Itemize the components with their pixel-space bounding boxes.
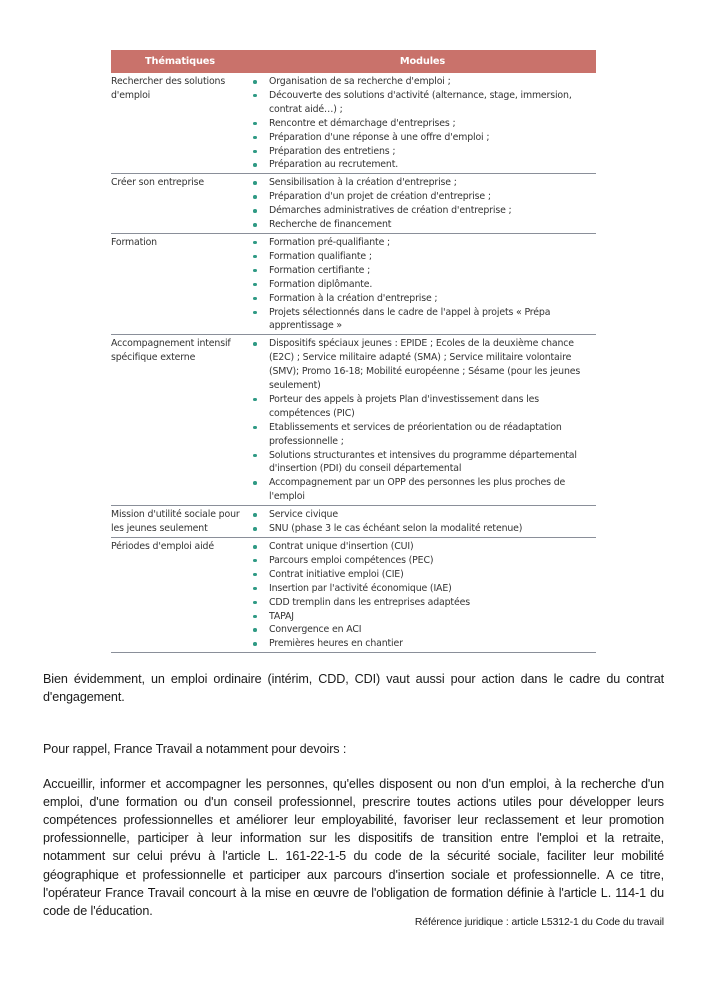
- table-row: [111, 335, 596, 506]
- theme-cell: Rechercher des solutions d'emploi: [111, 73, 249, 174]
- table-row: [111, 538, 596, 653]
- bullet-icon: [253, 545, 257, 549]
- module-text: Découverte des solutions d'activité (alternance, stage, immersion, contrat aidé…) ;: [269, 89, 572, 115]
- bullet-icon: [253, 223, 257, 227]
- table-header-row: [111, 50, 596, 73]
- bullet-icon: [253, 601, 257, 605]
- module-text: Solutions structurantes et intensives du programme départemental d'insertion (PDI) du conseil départemental: [269, 449, 577, 475]
- module-item: [249, 292, 596, 306]
- module-text: Etablissements et services de préorientation ou de réadaptation professionnelle ;: [269, 421, 562, 447]
- module-text: Formation à la création d'entreprise ;: [269, 292, 438, 304]
- modules-cell: [249, 73, 596, 174]
- module-item: [249, 204, 596, 218]
- bullet-icon: [253, 559, 257, 563]
- module-text: Premières heures en chantier: [269, 638, 403, 650]
- module-text: Recherche de financement: [269, 219, 392, 231]
- bullet-icon: [253, 255, 257, 259]
- bullet-icon: [253, 513, 257, 517]
- modules-list: [249, 337, 596, 504]
- module-item: [249, 449, 596, 477]
- paragraph-devoirs: Accueillir, informer et accompagner les personnes, qu'elles disposent ou non d'un emploi, à la recherche d'un emploi, d'une formation ou d'un conseil professionnel, prescrire toutes actions utiles pour développer leurs compétences professionnelles et améliorer leur employabilité, favoriser leur reclassement et leur promotion professionnelle, participer à leur information sur les dispositifs de transition entre l'emploi et la retraite, notamment sur celui prévu à l'article L. 161-22-1-5 du code de la sécurité sociale, faciliter leur mobilité géographique et professionnelle et participer aux parcours d'insertion sociale et professionnelle. A ce titre, l'opérateur France Travail concourt à la mise en œuvre de l'obligation de formation définie à l'article L. 114-1 du code de l'éducation.: [43, 776, 664, 919]
- modules-cell: [249, 174, 596, 234]
- module-item: [249, 623, 596, 637]
- module-item: [249, 610, 596, 624]
- header-modules: Modules: [249, 50, 596, 73]
- module-item: [249, 236, 596, 250]
- bullet-icon: [253, 241, 257, 245]
- module-item: [249, 278, 596, 292]
- header-thematiques: Thématiques: [111, 50, 249, 73]
- module-item: [249, 131, 596, 145]
- module-text: Projets sélectionnés dans le cadre de l'appel à projets « Prépa apprentissage »: [269, 306, 551, 332]
- module-item: [249, 158, 596, 172]
- bullet-icon: [253, 481, 257, 485]
- module-item: [249, 337, 596, 393]
- module-item: [249, 476, 596, 504]
- module-text: Formation certifiante ;: [269, 264, 371, 276]
- theme-cell: Créer son entreprise: [111, 174, 249, 234]
- module-text: TAPAJ: [269, 610, 294, 622]
- module-item: [249, 393, 596, 421]
- module-item: [249, 582, 596, 596]
- theme-cell: Formation: [111, 233, 249, 334]
- modules-list: [249, 176, 596, 232]
- module-item: [249, 540, 596, 554]
- bullet-icon: [253, 136, 257, 140]
- bullet-icon: [253, 527, 257, 531]
- module-item: [249, 117, 596, 131]
- bullet-icon: [253, 426, 257, 430]
- module-text: Dispositifs spéciaux jeunes : EPIDE ; Ecoles de la deuxième chance (E2C) ; Service militaire adapté (SMA) ; Service militaire volontaire (SMV); Promo 16-18; Mobilité européenne ; Sésame (pour les jeunes seulement): [269, 338, 581, 392]
- modules-cell: [249, 233, 596, 334]
- module-text: Porteur des appels à projets Plan d'investissement dans les compétences (PIC): [269, 393, 539, 419]
- table-body: [111, 73, 596, 653]
- bullet-icon: [253, 195, 257, 199]
- module-text: Démarches administratives de création d'entreprise ;: [269, 205, 512, 217]
- theme-cell: Périodes d'emploi aidé: [111, 538, 249, 653]
- module-item: [249, 264, 596, 278]
- module-text: Insertion par l'activité économique (IAE): [269, 582, 452, 594]
- modules-table: [111, 50, 596, 653]
- modules-cell: [249, 506, 596, 538]
- bullet-icon: [253, 150, 257, 154]
- modules-cell: [249, 538, 596, 653]
- module-item: [249, 145, 596, 159]
- table-row: [111, 73, 596, 174]
- module-text: Formation diplômante.: [269, 278, 373, 290]
- bullet-icon: [253, 94, 257, 98]
- modules-list: [249, 236, 596, 333]
- module-text: Organisation de sa recherche d'emploi ;: [269, 76, 451, 87]
- bullet-icon: [253, 342, 257, 346]
- bullet-icon: [253, 587, 257, 591]
- module-item: [249, 568, 596, 582]
- bullet-icon: [253, 209, 257, 213]
- bullet-icon: [253, 269, 257, 273]
- module-text: Parcours emploi compétences (PEC): [269, 554, 434, 566]
- modules-list: [249, 508, 596, 536]
- bullet-icon: [253, 297, 257, 301]
- module-item: [249, 421, 596, 449]
- theme-cell: Accompagnement intensif spécifique externe: [111, 335, 249, 506]
- module-item: [249, 89, 596, 117]
- bullet-icon: [253, 163, 257, 167]
- module-text: Sensibilisation à la création d'entreprise ;: [269, 177, 457, 189]
- module-item: [249, 508, 596, 522]
- modules-list: [249, 540, 596, 651]
- module-item: [249, 637, 596, 651]
- module-text: Contrat unique d'insertion (CUI): [269, 541, 414, 552]
- bullet-icon: [253, 181, 257, 185]
- bullet-icon: [253, 122, 257, 126]
- module-text: Préparation au recrutement.: [269, 159, 399, 171]
- bullet-icon: [253, 454, 257, 458]
- table-row: [111, 174, 596, 234]
- module-text: CDD tremplin dans les entreprises adaptées: [269, 596, 470, 608]
- module-text: Préparation d'une réponse à une offre d'emploi ;: [269, 131, 490, 143]
- module-text: Service civique: [269, 509, 338, 521]
- module-text: Préparation des entretiens ;: [269, 145, 396, 157]
- bullet-icon: [253, 80, 257, 84]
- module-text: Convergence en ACI: [269, 624, 362, 636]
- module-text: Contrat initiative emploi (CIE): [269, 568, 404, 580]
- bullet-icon: [253, 615, 257, 619]
- module-item: [249, 176, 596, 190]
- modules-cell: [249, 335, 596, 506]
- table-row: [111, 506, 596, 538]
- paragraph-emploi-ordinaire: Bien évidemment, un emploi ordinaire (intérim, CDD, CDI) vaut aussi pour action dans le cadre du contrat d'engagement.: [43, 671, 664, 704]
- module-text: Préparation d'un projet de création d'entreprise ;: [269, 191, 491, 203]
- module-item: [249, 190, 596, 204]
- bullet-icon: [253, 398, 257, 402]
- bullet-icon: [253, 283, 257, 287]
- module-text: Formation qualifiante ;: [269, 250, 372, 262]
- module-item: [249, 554, 596, 568]
- module-text: Accompagnement par un OPP des personnes les plus proches de l'emploi: [269, 477, 566, 503]
- paragraph-rappel: Pour rappel, France Travail a notamment pour devoirs :: [43, 741, 347, 756]
- module-item: [249, 218, 596, 232]
- modules-list: [249, 75, 596, 172]
- table-row: [111, 233, 596, 334]
- module-text: Formation pré-qualifiante ;: [269, 236, 391, 248]
- bullet-icon: [253, 642, 257, 646]
- module-text: Rencontre et démarchage d'entreprises ;: [269, 117, 456, 129]
- bullet-icon: [253, 311, 257, 315]
- module-text: SNU (phase 3 le cas échéant selon la modalité retenue): [269, 523, 523, 535]
- theme-cell: Mission d'utilité sociale pour les jeunes seulement: [111, 506, 249, 538]
- module-item: [249, 306, 596, 334]
- module-item: [249, 522, 596, 536]
- legal-reference: Référence juridique : article L5312-1 du Code du travail: [414, 917, 664, 928]
- module-item: [249, 75, 596, 89]
- bullet-icon: [253, 573, 257, 577]
- bullet-icon: [253, 628, 257, 632]
- module-item: [249, 596, 596, 610]
- module-item: [249, 250, 596, 264]
